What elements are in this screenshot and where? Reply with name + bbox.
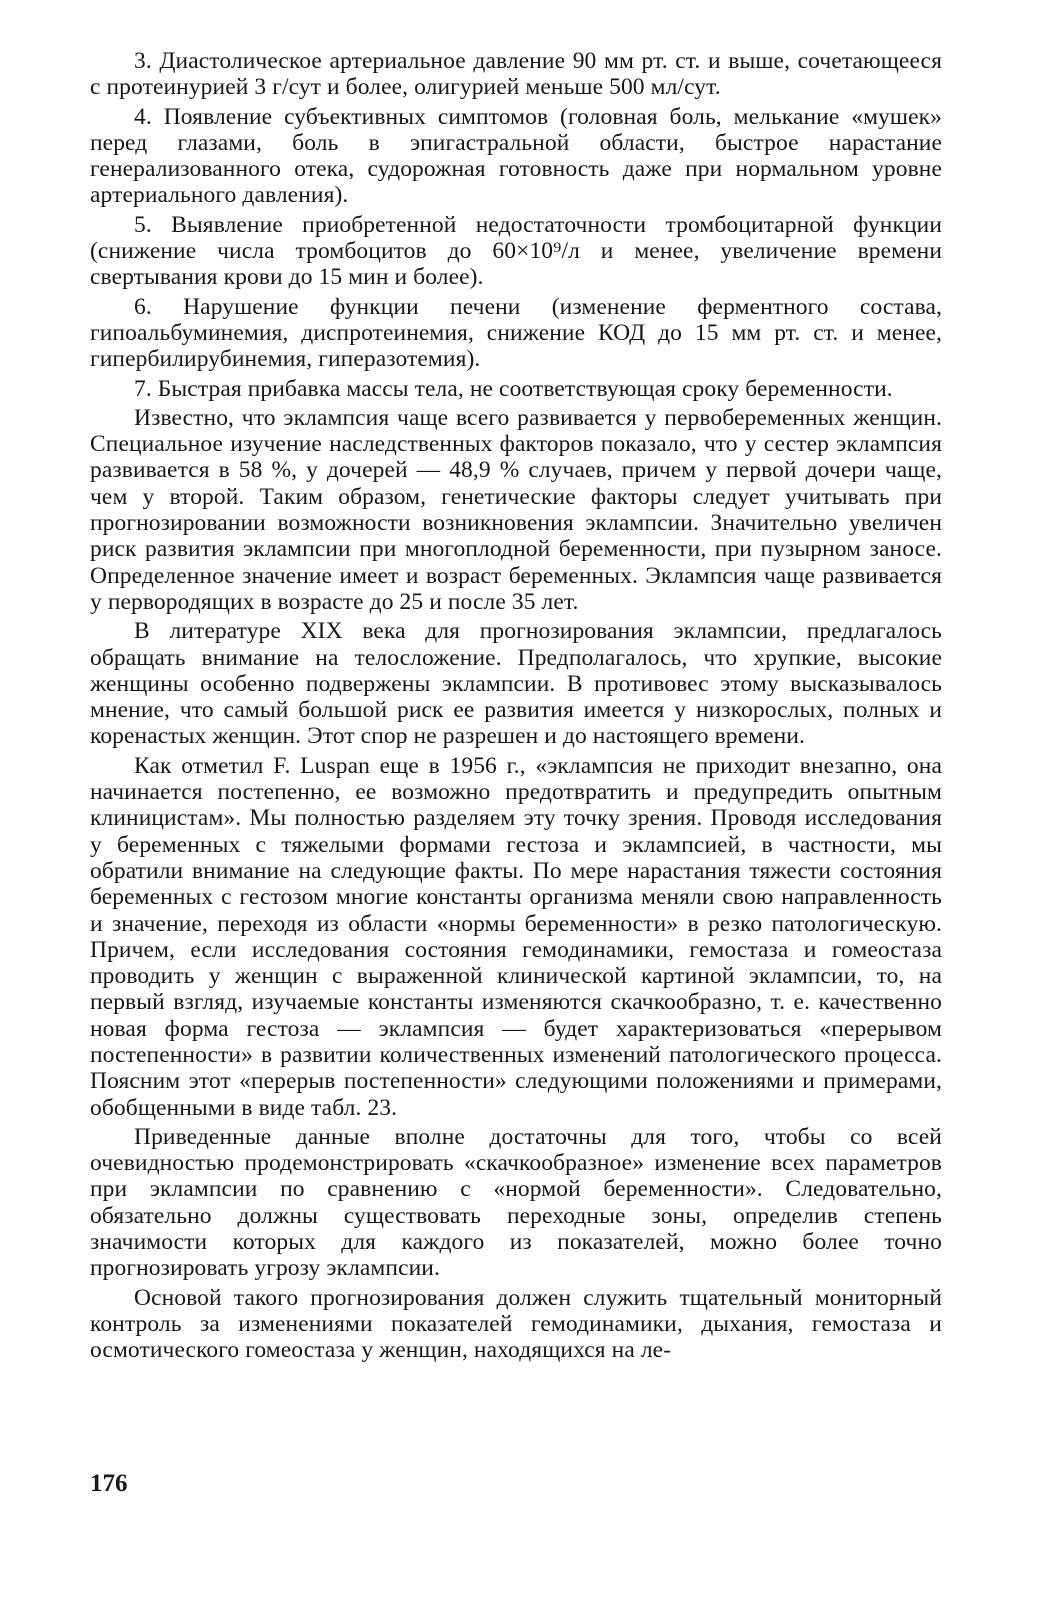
list-item-5: 5. Выявление приобретенной недостаточности тромбоцитарной функции (снижение числа тромбоцитов до 60×10⁹/л и менее, увеличение времени свертывания крови до 15 мин и более). [90, 211, 942, 291]
paragraph-luspan-quote: Как отметил F. Luspan еще в 1956 г., «эклампсия не приходит внезапно, она начинается постепенно, ее возможно предотвратить и предупредить опытным клиницистам». Мы полностью разделяем эту точку зрения. Проводя исследования у беременных с тяжелыми формами гестоза и эклампсией, в частности, мы обратили внимание на следующие факты. По мере нарастания тяжести состояния беременных с гестозом многие константы организма меняли свою направленность и значение, переходя из области «нормы беременности» в резко патологическую. Причем, если исследования состояния гемодинамики, гемостаза и гомеостаза проводить у женщин с выраженной клинической картиной эклампсии, то, на первый взгляд, изучаемые константы изменяются скачкообразно, т. е. качественно новая форма гестоза — эклампсия — будет характеризоваться «перерывом постепенности» в развитии количественных изменений патологического процесса. Поясним этот «перерыв постепенности» следующими положениями и примерами, обобщенными в виде табл. 23. [90, 752, 942, 1121]
list-item-3: 3. Диастолическое артериальное давление 90 мм рт. ст. и выше, сочетающееся с протеинурией 3 г/сут и более, олигурией меньше 500 мл/сут. [90, 48, 942, 101]
paragraph-monitoring: Основой такого прогнозирования должен служить тщательный мониторный контроль за изменениями показателей гемодинамики, дыхания, гемостаза и осмотического гомеостаза у женщин, находящихся на ле- [90, 1284, 942, 1364]
paragraph-eclampsia-risk: Известно, что эклампсия чаще всего развивается у первобеременных женщин. Специальное изучение наследственных факторов показало, что у сестер эклампсия развивается в 58 %, у дочерей — 48,9 % случаев, причем у первой дочери чаще, чем у второй. Таким образом, генетические факторы следует учитывать при прогнозировании возможности возникновения эклампсии. Значительно увеличен риск развития эклампсии при многоплодной беременности, при пузырном заносе. Определенное значение имеет и возраст беременных. Эклампсия чаще развивается у первородящих в возрасте до 25 и после 35 лет. [90, 404, 942, 615]
page-body [90, 48, 942, 1364]
paragraph-transition-zones: Приведенные данные вполне достаточны для того, чтобы со всей очевидностью продемонстрировать «скачкообразное» изменение всех параметров при эклампсии по сравнению с «нормой беременности». Следовательно, обязательно должны существовать переходные зоны, определив степень значимости которых для каждого из показателей, можно более точно прогнозировать угрозу эклампсии. [90, 1123, 942, 1282]
list-item-7: 7. Быстрая прибавка массы тела, не соответствующая сроку беременности. [134, 375, 893, 402]
list-item-6: 6. Нарушение функции печени (изменение ферментного состава, гипоальбуминемия, диспротеинемия, снижение КОД до 15 мм рт. ст. и менее, гипербилирубинемия, гиперазотемия). [90, 293, 942, 373]
paragraph-constitution: В литературе XIX века для прогнозирования эклампсии, предлагалось обращать внимание на телосложение. Предполагалось, что хрупкие, высокие женщины особенно подвержены эклампсии. В противовес этому высказывалось мнение, что самый большой риск ее развития имеется у низкорослых, полных и коренастых женщин. Этот спор не разрешен и до настоящего времени. [90, 618, 942, 750]
page-number: 176 [90, 1470, 128, 1497]
list-item-4: 4. Появление субъективных симптомов (головная боль, мелькание «мушек» перед глазами, боль в эпигастральной области, быстрое нарастание генерализованного отека, судорожная готовность даже при нормальном уровне артериального давления). [90, 103, 942, 209]
